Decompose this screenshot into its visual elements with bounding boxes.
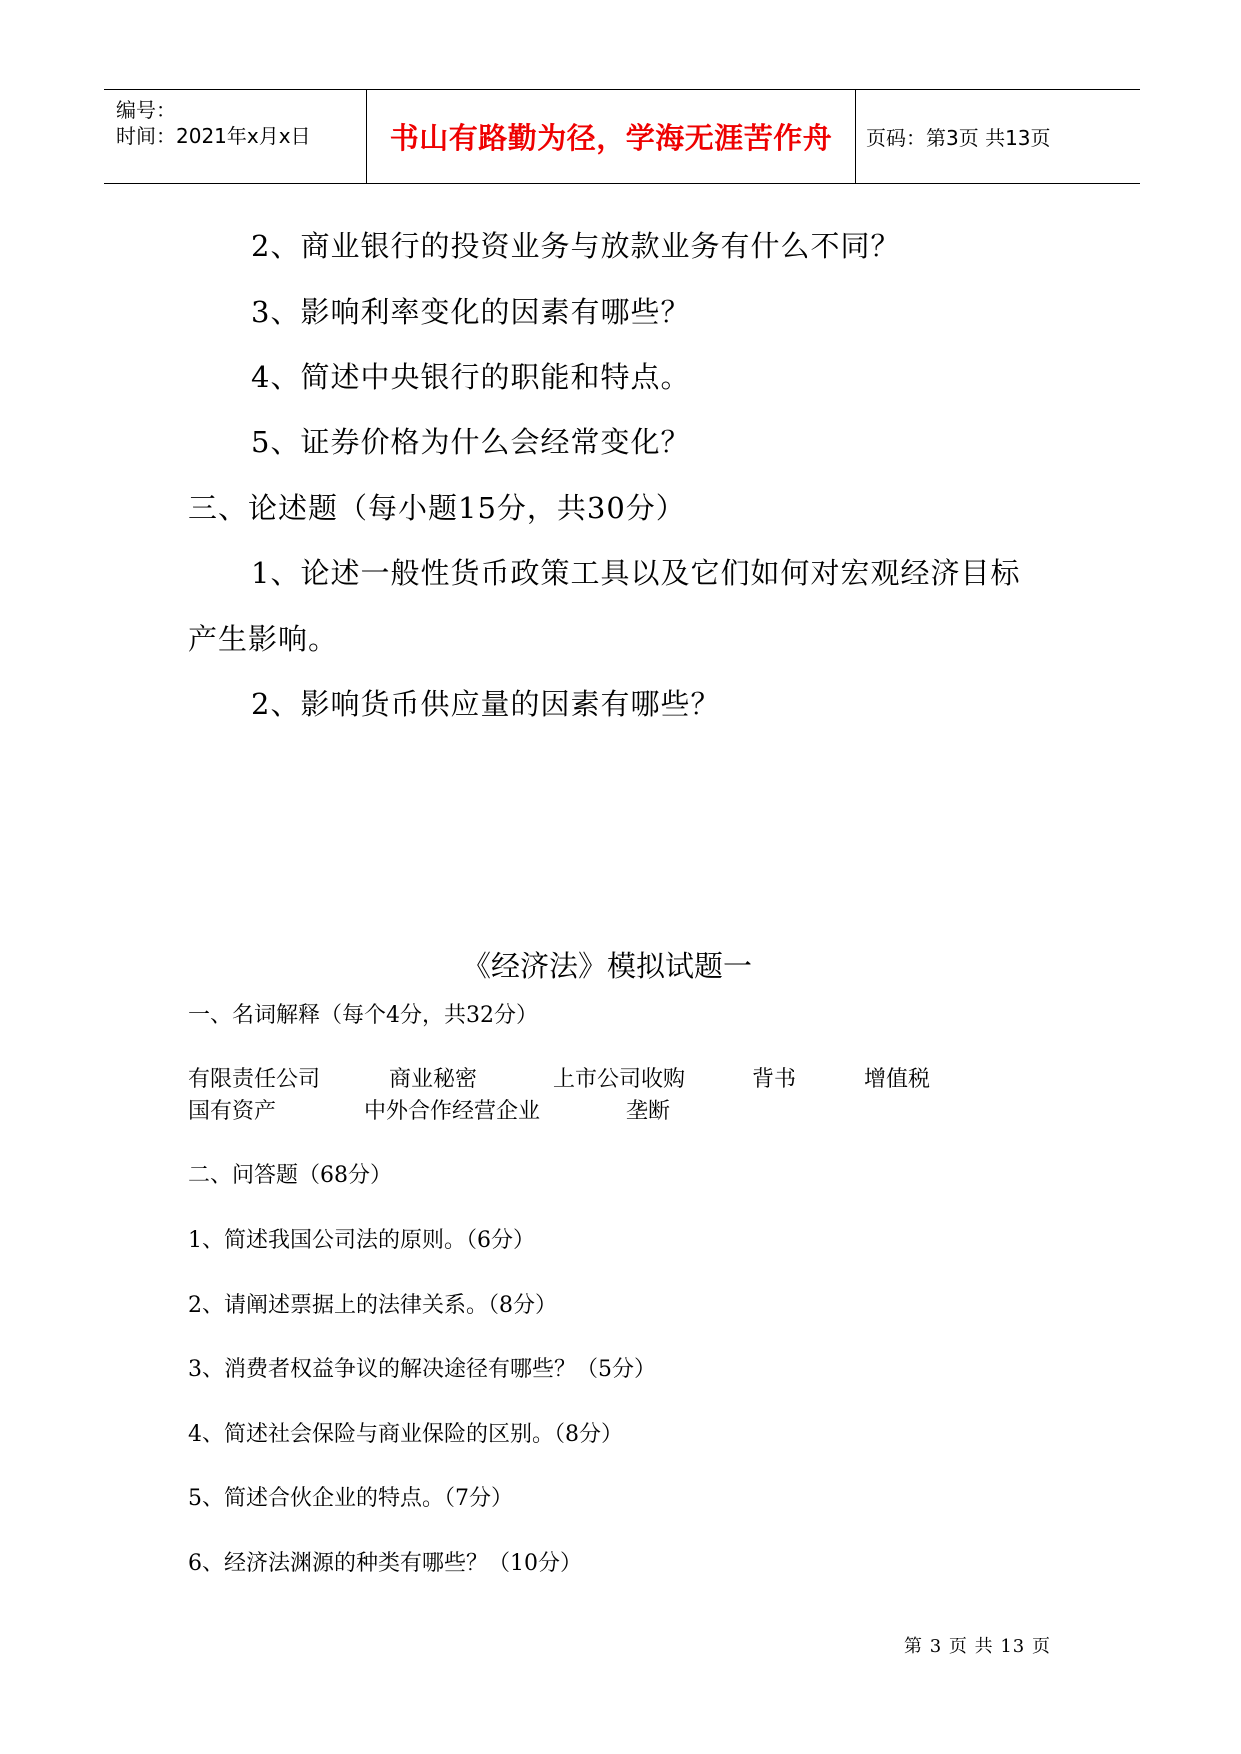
term-item: 增值税 xyxy=(864,1067,931,1092)
page-header xyxy=(104,89,1140,184)
header-page-label: 页码：第3页 共13页 xyxy=(866,126,1051,150)
essay-question-2: 2、影响货币供应量的因素有哪些？ xyxy=(251,687,721,721)
exam-question: 5、简述合伙企业的特点。（7分） xyxy=(188,1486,513,1511)
term-item: 垄断 xyxy=(626,1099,671,1124)
term-item: 中外合作经营企业 xyxy=(364,1099,541,1124)
term-item: 背书 xyxy=(752,1067,797,1092)
question-3: 3、影响利率变化的因素有哪些？ xyxy=(251,295,691,329)
header-page-cell xyxy=(866,90,1136,183)
exam-question: 6、经济法渊源的种类有哪些？（10分） xyxy=(188,1551,582,1576)
header-motto-cell xyxy=(367,90,855,183)
essay-question-1-line2: 产生影响。 xyxy=(188,622,339,656)
exam-question: 3、消费者权益争议的解决途径有哪些？（5分） xyxy=(188,1357,656,1382)
term-item: 商业秘密 xyxy=(389,1067,478,1092)
essay-question-1-line1: 1、论述一般性货币政策工具以及它们如何对宏观经济目标 xyxy=(251,556,1021,590)
number-label: 编号： xyxy=(116,98,176,122)
section1-heading: 一、名词解释（每个4分，共32分） xyxy=(188,1003,538,1028)
time-label: 时间：2021年x月x日 xyxy=(116,124,311,148)
term-item: 有限责任公司 xyxy=(188,1067,321,1092)
exam-question: 1、简述我国公司法的原则。（6分） xyxy=(188,1228,535,1253)
term-item: 国有资产 xyxy=(188,1099,277,1124)
header-meta xyxy=(116,90,362,183)
page-footer: 第 3 页 共 13 页 xyxy=(904,1636,1051,1657)
question-5: 5、证券价格为什么会经常变化？ xyxy=(251,425,691,459)
section2-heading: 二、问答题（68分） xyxy=(188,1163,392,1188)
essay-heading: 三、论述题（每小题15分，共30分） xyxy=(188,491,686,525)
exam-question: 2、请阐述票据上的法律关系。（8分） xyxy=(188,1293,557,1318)
exam-question: 4、简述社会保险与商业保险的区别。（8分） xyxy=(188,1422,623,1447)
header-divider-right xyxy=(855,90,856,183)
term-item: 上市公司收购 xyxy=(553,1067,686,1092)
header-motto: 书山有路勤为径，学海无涯苦作舟 xyxy=(389,121,833,155)
question-2: 2、商业银行的投资业务与放款业务有什么不同？ xyxy=(251,229,901,263)
exam-title: 《经济法》模拟试题一 xyxy=(462,949,753,983)
question-4: 4、简述中央银行的职能和特点。 xyxy=(251,360,691,394)
